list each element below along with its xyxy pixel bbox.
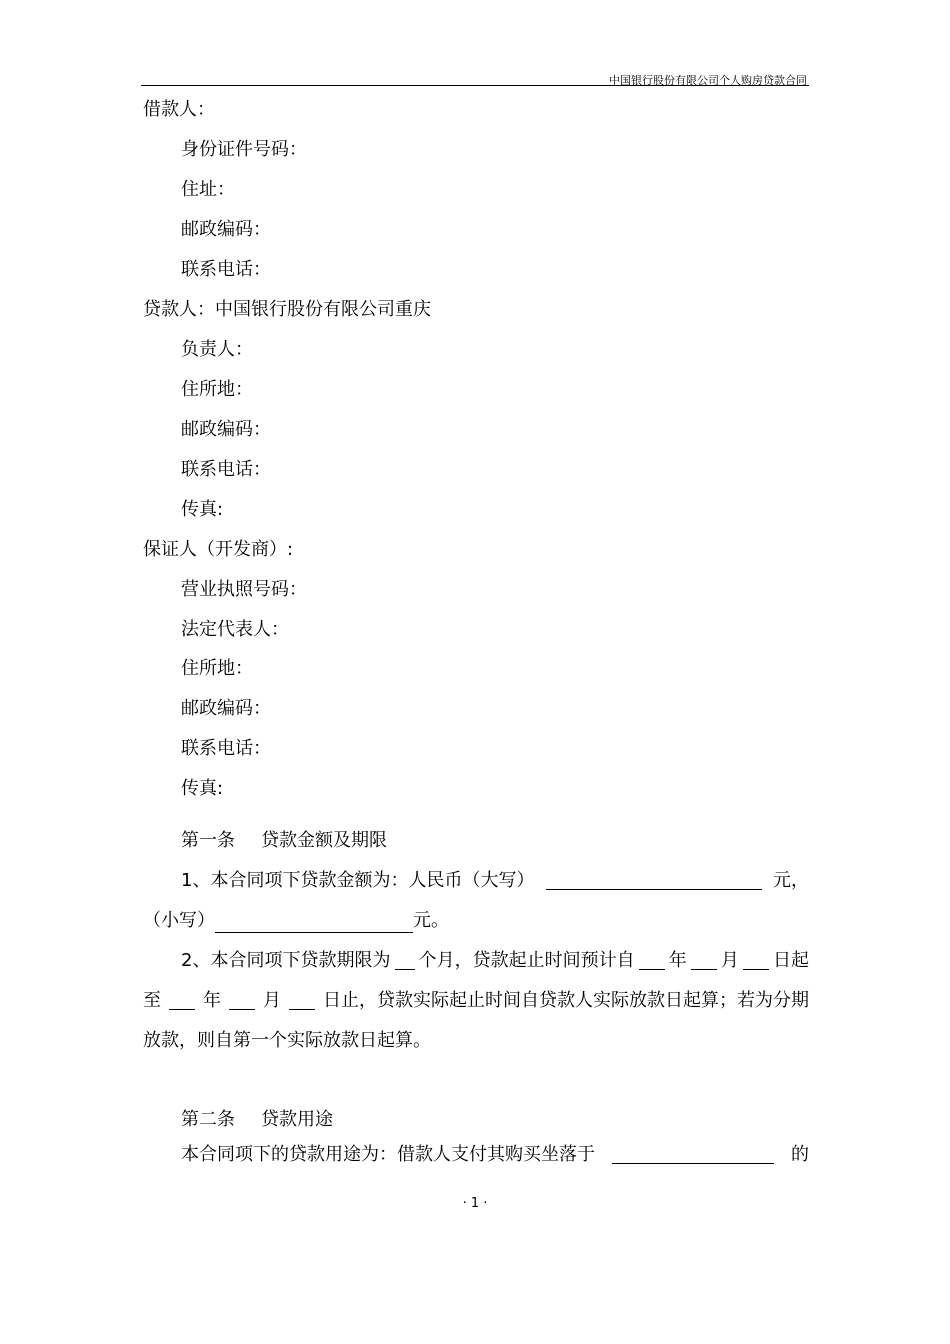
guarantor-label: 保证人（开发商）: [143,539,294,560]
article1-title: 贷款金额及期限 [261,830,387,851]
guarantor-postcode: 邮政编码： [181,698,271,719]
guarantor-phone: 联系电话： [181,738,271,759]
header-title: 中国银行股份有限公司个人购房贷款合同 [609,74,807,87]
lender-label: 贷款人：中国银行股份有限公司重庆 [143,299,431,320]
amount-lowercase-blank [215,912,413,933]
start-year-blank [639,949,665,970]
article1-p1-text-c: （小写） [143,910,215,931]
article2-para1-line1 [181,1143,809,1167]
article1-p2-text-c: 年 [668,950,687,971]
article1-p2-text-e: 日起 [772,950,809,971]
guarantor-legal-rep: 法定代表人： [181,619,289,640]
article2-p1-text-b: 的 [791,1144,809,1165]
article1-para2-line2 [143,989,809,1013]
article1-heading [181,829,387,853]
borrower-label: 借款人： [143,99,215,120]
article1-p2-text-f: 至 [143,990,161,1011]
article1-p1-text-b: 元， [772,870,809,891]
property-location-blank [612,1143,774,1164]
lender-principal: 负责人： [181,339,253,360]
article1-p2-text-j: 放款，则自第一个实际放款日起算。 [143,1030,431,1051]
article1-para2-line1 [181,949,809,973]
amount-uppercase-blank [546,869,762,890]
start-month-blank [691,949,717,970]
lender-postcode: 邮政编码： [181,419,271,440]
article1-para1-line2 [143,909,449,933]
guarantor-residence: 住所地： [181,658,253,679]
article1-number: 第一条 [181,830,235,851]
article1-p2-text-b: 个月，贷款起止时间预计自 [418,950,635,971]
article1-p1-text-a: 1、本合同项下贷款金额为：人民币（大写） [181,870,535,891]
guarantor-fax: 传真: [181,778,224,799]
borrower-address: 住址： [181,179,235,200]
article1-p2-text-i: 日止，贷款实际起止时间自贷款人实际放款日起算；若为分期 [323,990,809,1011]
article1-p2-text-h: 月 [263,990,281,1011]
article2-number: 第二条 [181,1109,235,1130]
article1-p1-text-d: 元。 [413,910,449,931]
end-year-blank [169,989,195,1010]
lender-residence: 住所地： [181,379,253,400]
article1-p2-text-d: 月 [720,950,739,971]
borrower-phone: 联系电话： [181,259,271,280]
borrower-postcode: 邮政编码： [181,219,271,240]
header-rule [141,85,809,86]
article2-heading [181,1108,333,1132]
guarantor-license-no: 营业执照号码： [181,579,307,600]
start-day-blank [743,949,769,970]
borrower-id-number: 身份证件号码： [181,139,307,160]
end-day-blank [289,989,315,1010]
page-number: · 1 · [462,1196,488,1211]
article1-p2-text-a: 2、本合同项下贷款期限为 [181,950,391,971]
article1-p2-text-g: 年 [203,990,221,1011]
lender-phone: 联系电话： [181,459,271,480]
end-month-blank [229,989,255,1010]
lender-fax: 传真: [181,499,224,520]
article1-para1-line1 [181,869,809,893]
article2-title: 贷款用途 [261,1109,333,1130]
term-months-blank [395,949,415,970]
article2-p1-text-a: 本合同项下的贷款用途为：借款人支付其购买坐落于 [181,1144,595,1165]
